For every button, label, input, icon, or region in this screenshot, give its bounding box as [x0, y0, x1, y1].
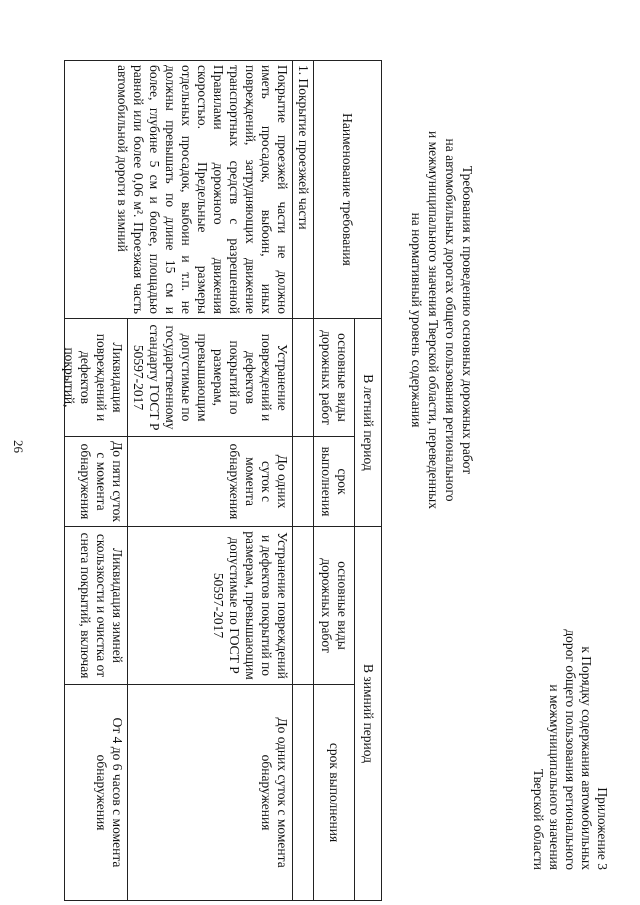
summer-works-text: Ликвидация повреждений и дефектов покрытий, [62, 333, 125, 422]
appendix-line: Приложение 3 [595, 787, 610, 870]
summer-deadline-text: До пяти суток с момента обнаружения [78, 441, 125, 522]
requirement-name-header: Наименование требования [314, 61, 382, 319]
winter-work-types-header: основные виды дорожных работ [314, 527, 355, 685]
appendix-header [530, 550, 610, 870]
requirement-text: Покрытие проезжей части не должно иметь просадок, выбоин, иных повреждений, затрудняющих движение транспортных средств с разрешенной Правилами дорожного движения скоростью. Предельные размеры отдельных просадок, выбоин и т.п. не должны превышать по длине 15 см и более, глубине 5 см и более, площадью равной или более 0,06 м². Проезжая часть автомобильной дороги в зимний [65, 61, 293, 319]
section-row [293, 61, 314, 901]
summer-works: Устранение повреждений и дефектов покрытий по размерам, превышающим допустимые по государственному стандарту ГОСТ Р 50597-2017 [128, 319, 293, 437]
title-line: Требования к проведению основных дорожных работ [460, 165, 475, 475]
winter-deadline [65, 685, 128, 901]
summer-period-header: В летний период [355, 319, 382, 527]
title-line: на автомобильных дорогах общего пользования регионального [443, 138, 458, 502]
summer-works [62, 319, 128, 437]
title-line: и межмуниципального значения Тверской области, переведенных [426, 131, 441, 509]
summer-deadline: До одних суток с момента обнаружения [128, 437, 293, 527]
summer-deadline [65, 437, 128, 527]
empty-cell [293, 319, 314, 437]
appendix-line: Тверской области [531, 769, 546, 870]
table-header-row [355, 61, 382, 901]
page-number: 26 [11, 440, 26, 453]
winter-deadline: До одних суток с момента обнаружения [128, 685, 293, 901]
empty-cell [293, 437, 314, 527]
title-line: на нормативный уровень содержания [409, 212, 424, 428]
winter-works-text: Ликвидация зимней скользкости и очистка от снега покрытий, включая [78, 532, 125, 679]
winter-deadline-text: От 4 до 6 часов с момента обнаружения [94, 717, 125, 868]
table-row [128, 61, 293, 901]
section-title: 1. Покрытие проезжей части [293, 61, 314, 319]
winter-works: Устранение повреждений и дефектов покрытий по размерам, превышающим допустимые по ГОСТ Р 50597-2017 [128, 527, 293, 685]
appendix-line: дорог общего пользования регионального [563, 629, 578, 870]
rotated-page-content [50, 30, 610, 890]
requirements-table [64, 60, 382, 901]
summer-deadline-header: срок выполнения [314, 437, 355, 527]
empty-cell [293, 685, 314, 901]
empty-cell [293, 527, 314, 685]
winter-deadline-header: срок выполнения [314, 685, 355, 901]
appendix-line: и межмуниципального значения [547, 684, 562, 870]
winter-period-header: В зимний период [355, 527, 382, 901]
winter-works [65, 527, 128, 685]
summer-work-types-header: основные виды дорожных работ [314, 319, 355, 437]
appendix-line: к Порядку содержания автомобильных [579, 646, 594, 870]
document-title [408, 70, 476, 570]
